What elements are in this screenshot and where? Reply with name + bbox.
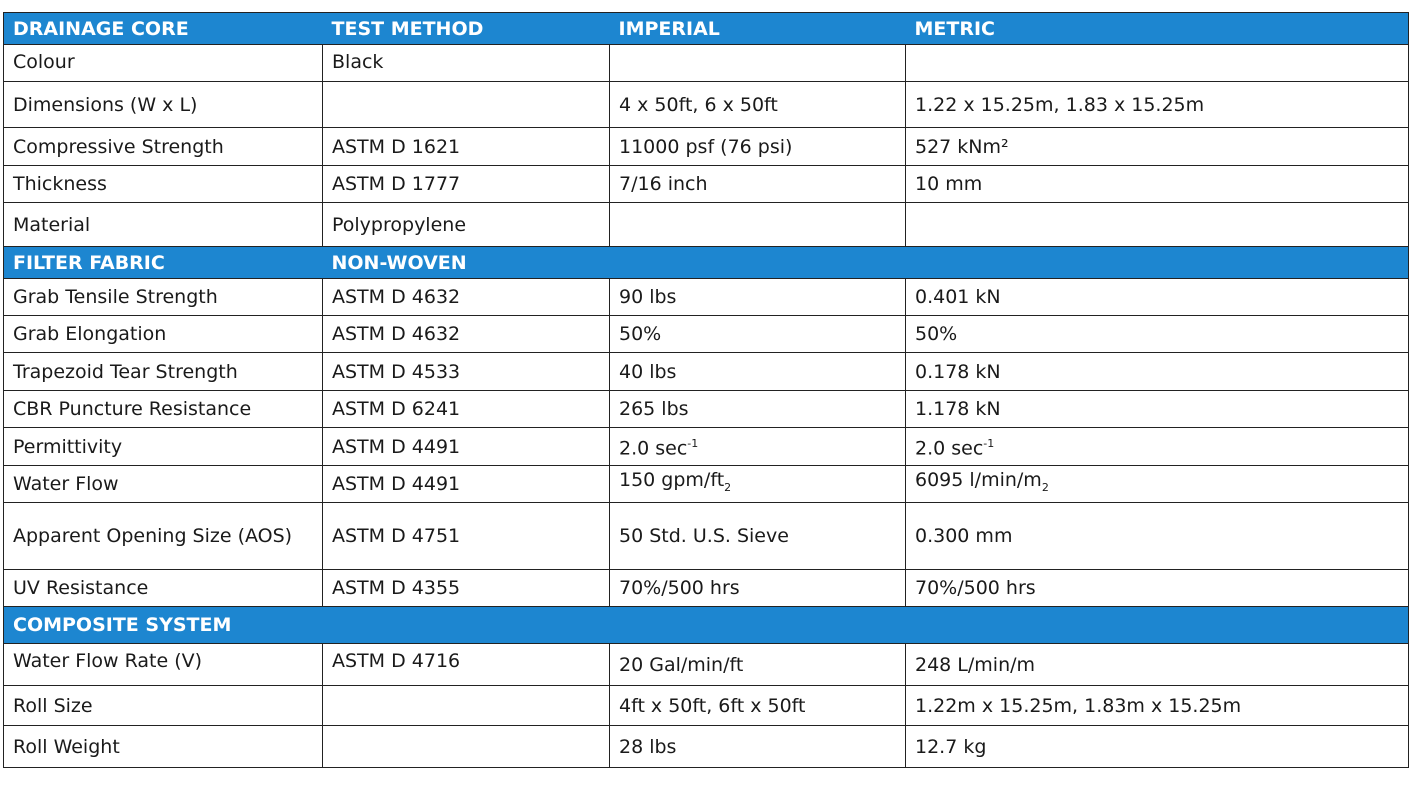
metric-cell: 50% (906, 316, 1409, 353)
table-row (4, 203, 1409, 247)
imperial-cell (610, 466, 906, 503)
property-cell: Roll Size (4, 686, 323, 726)
metric-cell: 0.178 kN (906, 353, 1409, 391)
section-subtitle-non-woven: NON-WOVEN (323, 247, 1409, 279)
section-header-composite-system (4, 607, 1409, 644)
metric-cell (906, 466, 1409, 503)
property-cell: Grab Elongation (4, 316, 323, 353)
imperial-cell: 7/16 inch (610, 166, 906, 203)
imperial-cell: 50 Std. U.S. Sieve (610, 503, 906, 570)
property-cell: Grab Tensile Strength (4, 279, 323, 316)
property-cell: Colour (4, 45, 323, 82)
imperial-cell: 28 lbs (610, 726, 906, 768)
metric-value: 6095 l/min/m (915, 469, 1042, 492)
imperial-value: 150 gpm/ft (619, 469, 725, 492)
imperial-cell (610, 45, 906, 82)
property-cell: Permittivity (4, 428, 323, 466)
imperial-cell (610, 428, 906, 466)
method-cell: ASTM D 1621 (323, 128, 610, 166)
imperial-cell: 265 lbs (610, 391, 906, 428)
method-cell: ASTM D 4716 (323, 644, 610, 686)
specifications-table (3, 12, 1409, 768)
metric-cell: 1.178 kN (906, 391, 1409, 428)
method-cell: ASTM D 4632 (323, 316, 610, 353)
method-cell: ASTM D 4533 (323, 353, 610, 391)
property-cell: CBR Puncture Resistance (4, 391, 323, 428)
property-cell: Compressive Strength (4, 128, 323, 166)
imperial-cell: 70%/500 hrs (610, 570, 906, 607)
imperial-value: 2.0 sec (619, 437, 688, 460)
metric-cell (906, 203, 1409, 247)
property-cell: Trapezoid Tear Strength (4, 353, 323, 391)
metric-value: 2.0 sec (915, 437, 984, 460)
method-cell (323, 686, 610, 726)
section-title-composite-system: COMPOSITE SYSTEM (4, 607, 323, 644)
metric-cell: 12.7 kg (906, 726, 1409, 768)
metric-cell: 0.401 kN (906, 279, 1409, 316)
property-cell: Material (4, 203, 323, 247)
metric-cell: 527 kNm² (906, 128, 1409, 166)
property-cell: Water Flow Rate (V) (4, 644, 323, 686)
metric-cell: 10 mm (906, 166, 1409, 203)
header-test-method: TEST METHOD (323, 13, 610, 45)
table-row (4, 128, 1409, 166)
table-row (4, 82, 1409, 128)
table-header-row (4, 13, 1409, 45)
table-row (4, 428, 1409, 466)
property-cell: Roll Weight (4, 726, 323, 768)
method-cell: ASTM D 4355 (323, 570, 610, 607)
method-cell: Polypropylene (323, 203, 610, 247)
section-header-filter-fabric (4, 247, 1409, 279)
table-row (4, 686, 1409, 726)
metric-cell: 70%/500 hrs (906, 570, 1409, 607)
method-cell: ASTM D 6241 (323, 391, 610, 428)
metric-cell (906, 428, 1409, 466)
metric-cell: 1.22m x 15.25m, 1.83m x 15.25m (906, 686, 1409, 726)
imperial-cell: 40 lbs (610, 353, 906, 391)
property-cell: UV Resistance (4, 570, 323, 607)
method-cell (323, 82, 610, 128)
table-row (4, 726, 1409, 768)
property-cell: Apparent Opening Size (AOS) (4, 503, 323, 570)
method-cell: ASTM D 4491 (323, 466, 610, 503)
table-row (4, 45, 1409, 82)
imperial-cell: 4ft x 50ft, 6ft x 50ft (610, 686, 906, 726)
method-cell: ASTM D 4751 (323, 503, 610, 570)
imperial-subscript: 2 (724, 480, 732, 494)
header-imperial: IMPERIAL (610, 13, 906, 45)
table-row (4, 570, 1409, 607)
property-cell: Dimensions (W x L) (4, 82, 323, 128)
imperial-cell: 90 lbs (610, 279, 906, 316)
table-row (4, 644, 1409, 686)
header-drainage-core: DRAINAGE CORE (4, 13, 323, 45)
table-row (4, 503, 1409, 570)
table-row (4, 166, 1409, 203)
section-header-spacer (323, 607, 1409, 644)
table-row (4, 279, 1409, 316)
table-row (4, 316, 1409, 353)
header-metric: METRIC (906, 13, 1409, 45)
metric-cell: 1.22 x 15.25m, 1.83 x 15.25m (906, 82, 1409, 128)
imperial-cell: 20 Gal/min/ft (610, 644, 906, 686)
method-cell: Black (323, 45, 610, 82)
method-cell: ASTM D 4632 (323, 279, 610, 316)
metric-superscript: -1 (983, 437, 995, 451)
metric-cell: 0.300 mm (906, 503, 1409, 570)
metric-cell (906, 45, 1409, 82)
section-title-filter-fabric: FILTER FABRIC (4, 247, 323, 279)
property-cell: Thickness (4, 166, 323, 203)
table-row (4, 353, 1409, 391)
imperial-cell: 50% (610, 316, 906, 353)
property-cell: Water Flow (4, 466, 323, 503)
imperial-cell (610, 203, 906, 247)
method-cell: ASTM D 1777 (323, 166, 610, 203)
table-row (4, 391, 1409, 428)
table-row (4, 466, 1409, 503)
imperial-cell: 11000 psf (76 psi) (610, 128, 906, 166)
method-cell: ASTM D 4491 (323, 428, 610, 466)
metric-cell: 248 L/min/m (906, 644, 1409, 686)
method-cell (323, 726, 610, 768)
imperial-cell: 4 x 50ft, 6 x 50ft (610, 82, 906, 128)
metric-subscript: 2 (1041, 480, 1049, 494)
imperial-superscript: -1 (687, 437, 699, 451)
